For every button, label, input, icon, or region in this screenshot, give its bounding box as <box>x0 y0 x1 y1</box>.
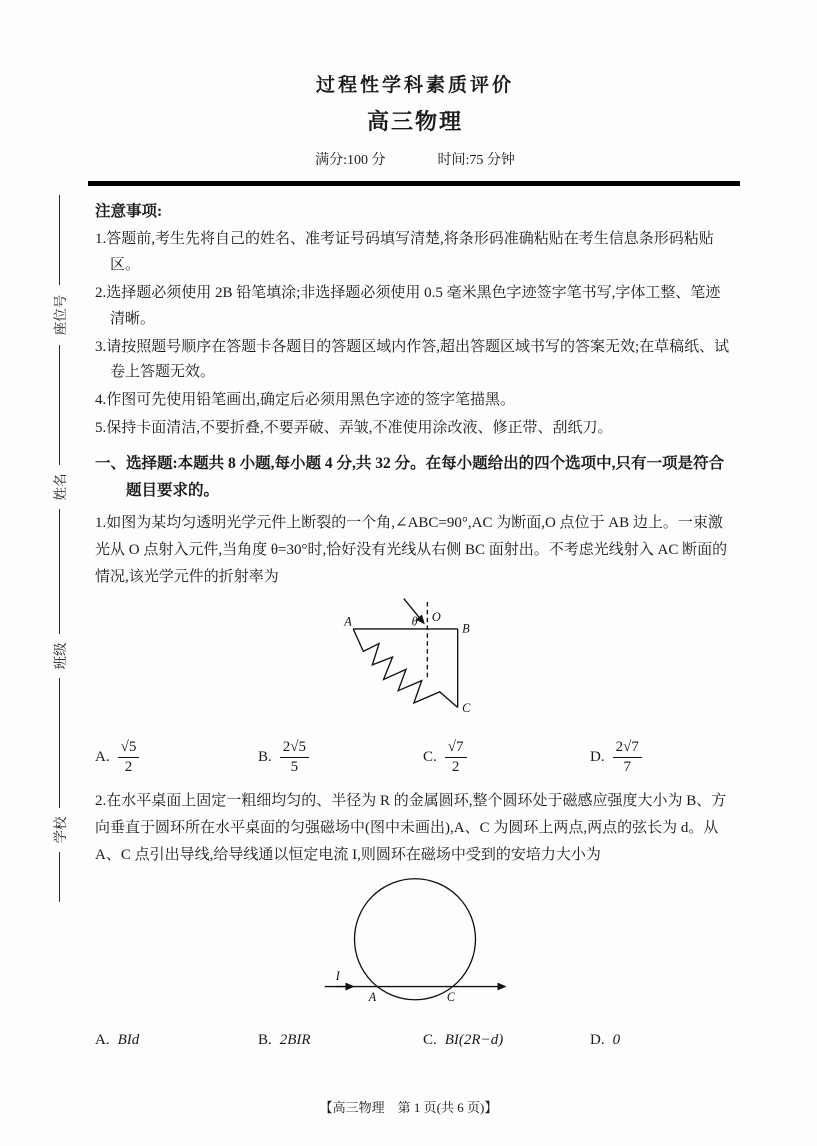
page-footer: 【高三物理 第 1 页(共 6 页)】 <box>319 1100 498 1115</box>
fraction <box>118 738 140 777</box>
seal-fill-line <box>59 195 60 285</box>
paper-content <box>95 70 735 1061</box>
seal-label-name: 姓名 <box>53 473 68 501</box>
exam-subject: 高三物理 <box>366 109 463 134</box>
notice-item: 4.作图可先使用铅笔画出,确定后必须用黑色字迹的签字笔描黑。 <box>95 392 516 409</box>
seal-fill-line <box>59 345 60 465</box>
point-o-label: O <box>431 610 441 625</box>
seal-label-class: 班级 <box>53 642 68 670</box>
theta-angle-label: θ <box>411 614 418 629</box>
seal-margin <box>50 195 68 902</box>
question-2-figure <box>95 873 735 1022</box>
notice-item: 3.请按照题号顺序在答题卡各题目的答题区域内作答,超出答题区域书写的答案无效;在草稿纸、试卷上答题无效。 <box>95 338 730 381</box>
fraction-denominator: 5 <box>290 758 299 775</box>
option-label: A. <box>95 748 110 765</box>
fraction-denominator: 2 <box>451 758 460 775</box>
question-1-figure <box>95 595 735 728</box>
q1-option-d <box>590 738 735 777</box>
seal-field-school <box>50 808 68 852</box>
seal-field-seat-number <box>50 285 68 345</box>
full-score: 满分:100 分 <box>315 153 386 168</box>
fraction-numerator: √7 <box>445 738 467 758</box>
seal-fill-line <box>59 678 60 808</box>
option-value: 2BIR <box>279 1032 311 1049</box>
question-2-text: 2.在水平桌面上固定一粗细均匀的、半径为 R 的金属圆环,整个圆环处于磁感应强度大小为 B、方向垂直于圆环所在水平桌面的匀强磁场中(图中未画出),A、C 为圆环上两点,两点的弦长为 d。从 A、C 点引出导线,给导线通以恒定电流 I,则圆环在磁场中受到的安培力大小为 <box>95 793 727 864</box>
question-2-options <box>95 1032 735 1049</box>
fraction-numerator: 2√7 <box>613 738 642 758</box>
notice-item: 1.答题前,考生先将自己的姓名、准考证号码填写清楚,将条形码准确粘贴在考生信息条形码粘贴区。 <box>95 231 714 274</box>
notice-item: 5.保持卡面清洁,不要折叠,不要弄破、弄皱,不准使用涂改液、修正带、刮纸刀。 <box>95 419 613 436</box>
option-label: C. <box>423 748 437 765</box>
fraction <box>613 738 642 777</box>
break-jagged-line <box>353 629 457 708</box>
option-label: D. <box>590 748 605 765</box>
option-value: BI(2R−d) <box>444 1032 504 1049</box>
optics-figure <box>342 595 488 728</box>
notice-heading: 注意事项: <box>95 203 163 220</box>
seal-fill-line <box>59 509 60 634</box>
seal-field-class <box>50 634 68 678</box>
fraction-denominator: 2 <box>124 758 133 775</box>
fraction-numerator: 2√5 <box>280 738 309 758</box>
exam-meta <box>95 149 735 169</box>
q2-option-d <box>590 1032 735 1049</box>
option-label: C. <box>423 1032 437 1049</box>
question-1-options <box>95 738 735 777</box>
vertex-c-label: C <box>462 701 471 716</box>
fraction-numerator: √5 <box>118 738 140 758</box>
ring-figure <box>305 873 525 1022</box>
time-limit: 时间:75 分钟 <box>437 153 515 168</box>
option-label: A. <box>95 1032 110 1049</box>
question-1-text: 1.如图为某均匀透明光学元件上断裂的一个角,∠ABC=90°,AC 为断面,O 点位于 AB 边上。一束激光从 O 点射入元件,当角度 θ=30°时,恰好没有光线从右侧 BC 面射出。不考虑光线射入 AC 断面的情况,该光学元件的折射率为 <box>95 514 728 585</box>
fraction <box>445 738 467 777</box>
q2-option-b <box>258 1032 423 1049</box>
seal-label-school: 学校 <box>53 816 68 844</box>
q2-option-a <box>95 1032 258 1049</box>
seal-fill-line <box>59 852 60 902</box>
q1-option-c <box>423 738 590 777</box>
section-heading: 一、选择题:本题共 8 小题,每小题 4 分,共 32 分。在每小题给出的四个选项中,只有一项是符合题目要求的。 <box>95 454 725 499</box>
option-value: BId <box>117 1032 140 1049</box>
fraction-denominator: 7 <box>623 758 631 775</box>
exam-title: 过程性学科素质评价 <box>315 75 514 96</box>
point-a-label: A <box>368 990 377 1005</box>
seal-label-seat-number: 座位号 <box>53 294 68 336</box>
seal-field-name <box>50 465 68 509</box>
option-value: 0 <box>612 1032 621 1049</box>
q2-option-c <box>423 1032 590 1049</box>
q1-option-a <box>95 738 258 777</box>
notice-item: 2.选择题必须使用 2B 铅笔填涂;非选择题必须使用 0.5 毫米黑色字迹签字笔书写,字体工整、笔迹清晰。 <box>95 284 721 327</box>
header-divider <box>88 181 740 186</box>
q1-option-b <box>258 738 423 777</box>
current-label: I <box>335 969 340 984</box>
option-label: D. <box>590 1032 605 1049</box>
fraction <box>280 738 309 777</box>
metal-ring <box>355 879 476 1000</box>
option-label: B. <box>258 1032 272 1049</box>
option-label: B. <box>258 748 272 765</box>
notice-section <box>95 199 735 442</box>
point-c-label: C <box>446 990 455 1005</box>
vertex-a-label: A <box>344 614 352 629</box>
vertex-b-label: B <box>462 621 470 636</box>
